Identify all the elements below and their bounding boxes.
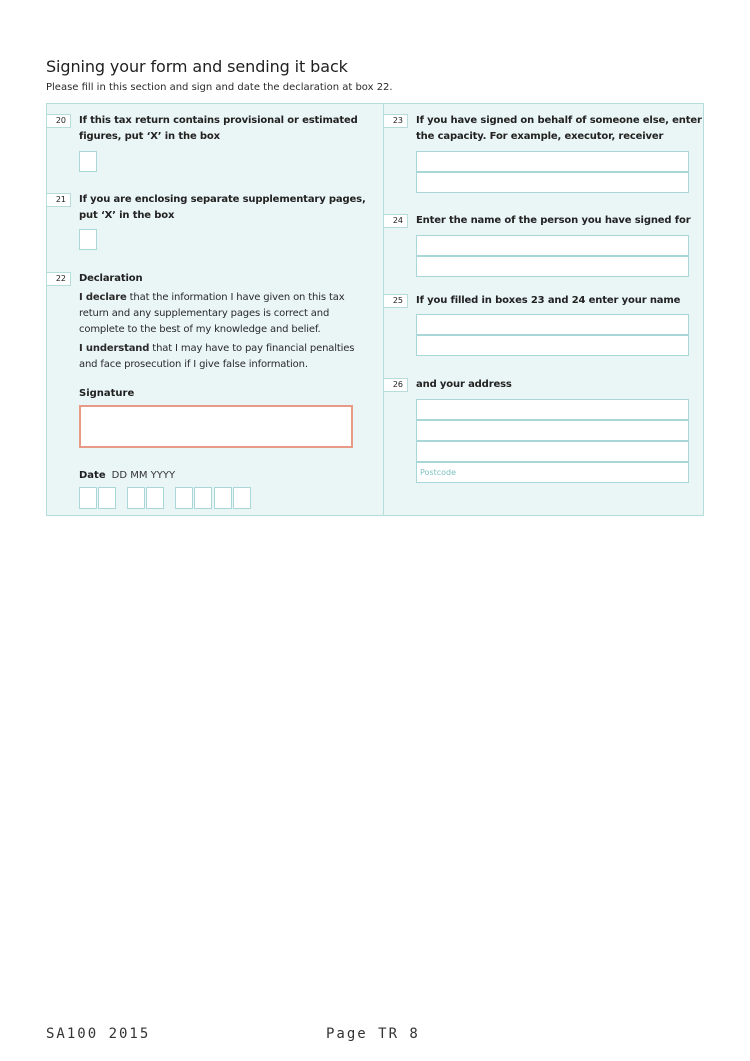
date-day-2[interactable]: [98, 487, 116, 509]
box-25-question: If you filled in boxes 23 and 24 enter your name: [416, 295, 681, 306]
box-21-line-2: put ‘X’ in the box: [79, 210, 175, 221]
box-20-line-1: If this tax return contains provisional or estimated: [79, 115, 358, 126]
signature-label: Signature: [79, 388, 135, 399]
understand-bold: I understand: [79, 343, 150, 354]
section-title: Signing your form and sending it back: [46, 57, 348, 76]
date-label: Date: [79, 470, 106, 481]
supplementary-pages-checkbox[interactable]: [79, 229, 97, 250]
date-year-2[interactable]: [194, 487, 212, 509]
box-21-line-1: If you are enclosing separate supplementary pages,: [79, 194, 366, 205]
date-label-row: [79, 468, 175, 484]
footer-page-number: Page TR 8: [326, 1026, 420, 1042]
box-26-question: and your address: [416, 379, 512, 390]
declaration-text: [79, 290, 344, 338]
box-number-22: 22: [46, 272, 71, 286]
box-number-25: 25: [383, 294, 408, 308]
date-month-2[interactable]: [146, 487, 164, 509]
date-month-1[interactable]: [127, 487, 145, 509]
date-year-1[interactable]: [175, 487, 193, 509]
date-year-4[interactable]: [233, 487, 251, 509]
understand-line-1: that I may have to pay financial penalties: [149, 343, 355, 354]
box-23-line-1: If you have signed on behalf of someone else, enter: [416, 115, 702, 126]
signed-for-name-line-2[interactable]: [416, 256, 689, 277]
box-20-question: [79, 113, 358, 145]
declare-bold: I declare: [79, 292, 127, 303]
understand-line-2: and face prosecution if I give false information.: [79, 359, 308, 370]
footer-form-code: SA100 2015: [46, 1026, 151, 1042]
address-line-3[interactable]: [416, 441, 689, 462]
box-number-23: 23: [383, 114, 408, 128]
section-subtitle: Please fill in this section and sign and date the declaration at box 22.: [46, 82, 393, 93]
address-line-2[interactable]: [416, 420, 689, 441]
signed-for-name-line-1[interactable]: [416, 235, 689, 256]
postcode-placeholder: Postcode: [420, 468, 457, 477]
your-name-line-2[interactable]: [416, 335, 689, 356]
capacity-field-line-1[interactable]: [416, 151, 689, 172]
box-number-26: 26: [383, 378, 408, 392]
postcode-field[interactable]: [416, 462, 689, 483]
box-24-question: Enter the name of the person you have signed for: [416, 215, 691, 226]
box-number-24: 24: [383, 214, 408, 228]
declare-line-2: return and any supplementary pages is correct and: [79, 308, 330, 319]
capacity-field-line-2[interactable]: [416, 172, 689, 193]
declaration-heading: Declaration: [79, 273, 143, 284]
date-year-3[interactable]: [214, 487, 232, 509]
understand-text: [79, 341, 354, 373]
signature-field[interactable]: [79, 405, 353, 448]
box-number-21: 21: [46, 193, 71, 207]
date-day-1[interactable]: [79, 487, 97, 509]
box-number-20: 20: [46, 114, 71, 128]
declare-line-1: that the information I have given on this tax: [126, 292, 345, 303]
box-20-line-2: figures, put ‘X’ in the box: [79, 131, 220, 142]
address-line-1[interactable]: [416, 399, 689, 420]
box-21-question: [79, 192, 366, 224]
date-format-hint: DD MM YYYY: [111, 470, 176, 481]
box-23-question: [416, 113, 702, 145]
panel-divider: [383, 103, 384, 516]
declare-line-3: complete to the best of my knowledge and belief.: [79, 324, 321, 335]
box-23-line-2: the capacity. For example, executor, receiver: [416, 131, 664, 142]
your-name-line-1[interactable]: [416, 314, 689, 335]
provisional-figures-checkbox[interactable]: [79, 151, 97, 172]
